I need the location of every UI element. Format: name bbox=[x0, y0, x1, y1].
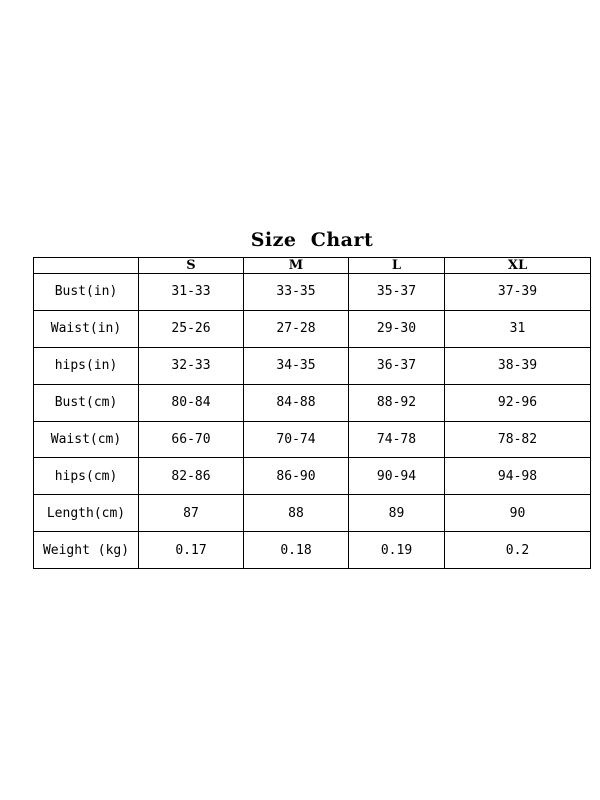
table-cell: 37-39 bbox=[445, 274, 591, 311]
table-cell: 82-86 bbox=[139, 458, 244, 495]
size-header-m: M bbox=[244, 258, 349, 274]
table-cell: 38-39 bbox=[445, 347, 591, 384]
table-cell: 29-30 bbox=[349, 310, 445, 347]
table-cell: 32-33 bbox=[139, 347, 244, 384]
table-cell: 0.2 bbox=[445, 532, 591, 569]
size-header-xl: XL bbox=[445, 258, 591, 274]
table-cell: 78-82 bbox=[445, 421, 591, 458]
table-cell: 88-92 bbox=[349, 384, 445, 421]
row-label: Length(cm) bbox=[34, 495, 139, 532]
table-cell: 86-90 bbox=[244, 458, 349, 495]
table-cell: 90-94 bbox=[349, 458, 445, 495]
row-label: Weight (kg) bbox=[34, 532, 139, 569]
size-header-s: S bbox=[139, 258, 244, 274]
table-cell: 0.19 bbox=[349, 532, 445, 569]
table-cell: 90 bbox=[445, 495, 591, 532]
table-cell: 36-37 bbox=[349, 347, 445, 384]
table-cell: 0.18 bbox=[244, 532, 349, 569]
table-row bbox=[34, 384, 591, 421]
table-cell: 92-96 bbox=[445, 384, 591, 421]
corner-cell bbox=[34, 258, 139, 274]
table-row bbox=[34, 458, 591, 495]
row-label: hips(cm) bbox=[34, 458, 139, 495]
size-chart-title: Size Chart bbox=[250, 229, 374, 251]
size-header-l: L bbox=[349, 258, 445, 274]
row-label: Bust(in) bbox=[34, 274, 139, 311]
table-row bbox=[34, 532, 591, 569]
table-cell: 94-98 bbox=[445, 458, 591, 495]
row-label: Waist(cm) bbox=[34, 421, 139, 458]
table-row bbox=[34, 495, 591, 532]
table-cell: 25-26 bbox=[139, 310, 244, 347]
row-label: Waist(in) bbox=[34, 310, 139, 347]
table-cell: 84-88 bbox=[244, 384, 349, 421]
table-cell: 27-28 bbox=[244, 310, 349, 347]
table-cell: 70-74 bbox=[244, 421, 349, 458]
table-cell: 31 bbox=[445, 310, 591, 347]
table-cell: 80-84 bbox=[139, 384, 244, 421]
table-row bbox=[34, 347, 591, 384]
table-cell: 74-78 bbox=[349, 421, 445, 458]
table-row bbox=[34, 421, 591, 458]
table-cell: 35-37 bbox=[349, 274, 445, 311]
table-cell: 33-35 bbox=[244, 274, 349, 311]
row-label: Bust(cm) bbox=[34, 384, 139, 421]
table-cell: 87 bbox=[139, 495, 244, 532]
header-row bbox=[34, 258, 591, 274]
table-cell: 31-33 bbox=[139, 274, 244, 311]
table-row bbox=[34, 274, 591, 311]
table-cell: 89 bbox=[349, 495, 445, 532]
table-cell: 0.17 bbox=[139, 532, 244, 569]
table-cell: 34-35 bbox=[244, 347, 349, 384]
row-label: hips(in) bbox=[34, 347, 139, 384]
table-row bbox=[34, 310, 591, 347]
table-cell: 88 bbox=[244, 495, 349, 532]
size-chart-table bbox=[33, 257, 591, 569]
table-cell: 66-70 bbox=[139, 421, 244, 458]
